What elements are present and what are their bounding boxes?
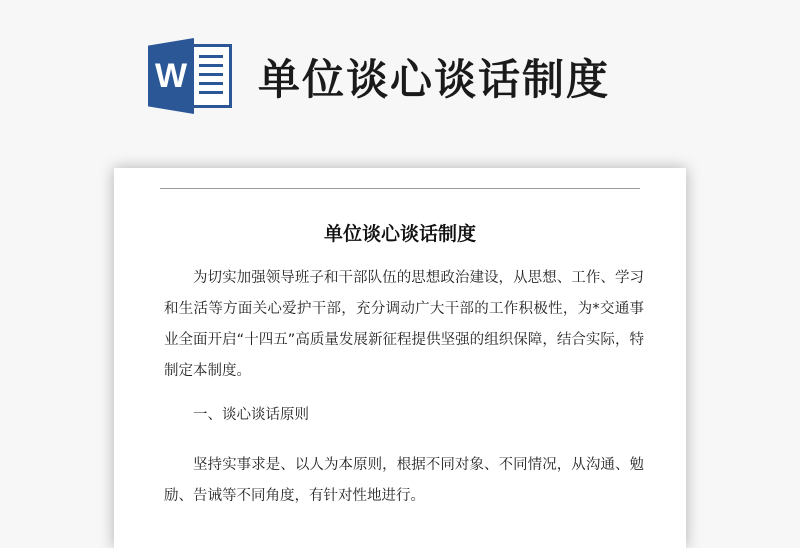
paragraph-block <box>164 263 644 387</box>
header <box>0 0 800 160</box>
word-document-icon <box>148 38 236 114</box>
paragraph-principle: 坚持实事求是、以人为本原则，根据不同对象、不同情况，从沟通、勉励、告诫等不同角度，有针对性地进行。 <box>164 457 644 504</box>
document-title: 单位谈心谈话制度 <box>323 223 476 245</box>
paragraph-block <box>164 450 644 512</box>
document-page <box>114 168 686 548</box>
word-letter-icon: W <box>154 57 188 95</box>
header-rule <box>160 188 640 189</box>
page-title: 单位谈心谈话制度 <box>258 55 611 104</box>
section-heading: 一、谈心谈话原则 <box>193 407 309 423</box>
paragraph-intro: 为切实加强领导班子和干部队伍的思想政治建设，从思想、工作、学习和生活等方面关心爱护干部，充分调动广大干部的工作积极性，为*交通事业全面开启“十四五”高质量发展新征程提供坚强的组织保障，结合实际，特制定本制度。 <box>164 270 644 379</box>
section-heading-block <box>164 400 644 431</box>
